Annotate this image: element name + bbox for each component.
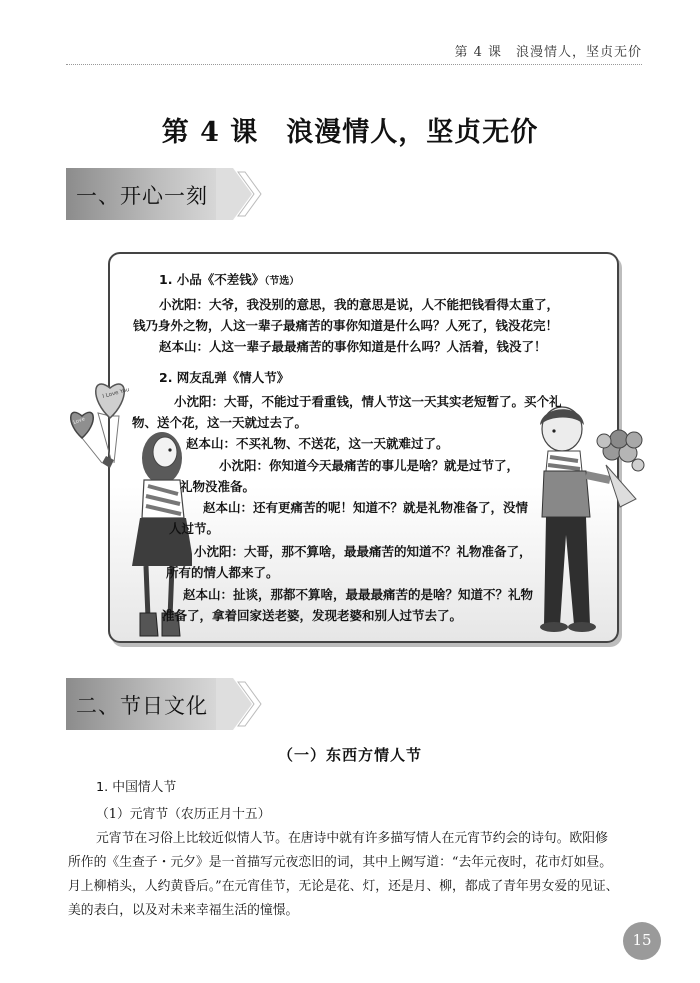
- dialogue-line: 赵本山：扯谈，那都不算啥，最最最痛苦的是啥？知道不？礼物: [183, 587, 534, 602]
- chevron-arrows-icon: [216, 678, 266, 730]
- sketch-title: 2. 网友乱弹《情人节》: [159, 370, 290, 385]
- chevron-arrows-icon: [216, 168, 266, 220]
- paragraph-line: 月上柳梢头，人约黄昏后。”在元宵佳节，无论是花、灯，还是月、柳，都成了青年男女爱的见证、: [68, 879, 619, 894]
- svg-text:Love: Love: [72, 416, 86, 426]
- section-banner-1: [66, 168, 266, 220]
- section-label: 二、节日文化: [76, 694, 208, 718]
- dialogue-line: 赵本山：还有更痛苦的呢！知道不？就是礼物准备了，没情: [203, 500, 529, 515]
- list-subheading: （1）元宵节（农历正月十五）: [96, 807, 271, 822]
- dialogue-line: 礼物没准备。: [180, 479, 256, 494]
- list-heading: 1. 中国情人节: [96, 780, 177, 795]
- girl-with-balloons-illustration: [62, 368, 192, 638]
- dialogue-line: 小沈阳：大哥，那不算啥，最最痛苦的知道不？礼物准备了，: [194, 544, 532, 559]
- section-label: 一、开心一刻: [76, 184, 208, 208]
- dialogue-line: 物、送个花，这一天就过去了。: [132, 415, 308, 430]
- paragraph-line: 所作的《生查子・元夕》是一首描写元夜恋旧的词，其中上阙写道：“去年元夜时，花市灯如昼。: [68, 855, 613, 870]
- dialogue-line: 赵本山：不买礼物、不送花，这一天就难过了。: [186, 436, 449, 451]
- dialogue-line: 赵本山：人这一辈子最最痛苦的事你知道是什么吗？人活着，钱没了！: [159, 339, 547, 354]
- dialogue-line: 所有的情人都来了。: [166, 565, 279, 580]
- header-divider: [66, 64, 642, 65]
- paragraph-line: 元宵节在习俗上比较近似情人节。在唐诗中就有许多描写情人在元宵节约会的诗句。欧阳修: [96, 831, 608, 846]
- sketch-title: 1. 小品《不差钱》（节选）: [159, 272, 300, 287]
- running-header: 第 4 课 浪漫情人，坚贞无价: [454, 45, 642, 60]
- section-banner-2: [66, 678, 266, 730]
- boy-with-flowers-illustration: [520, 405, 650, 635]
- dialogue-line: 小沈阳：大爷，我没别的意思，我的意思是说，人不能把钱看得太重了，: [159, 297, 560, 312]
- subsection-heading: （一）东西方情人节: [277, 746, 422, 764]
- paragraph-line: 美的表白，以及对未来幸福生活的憧憬。: [68, 903, 299, 918]
- dialogue-line: 钱乃身外之物，人这一辈子最痛苦的事你知道是什么吗？人死了，钱没花完！: [133, 318, 559, 333]
- dialogue-line: 准备了，拿着回家送老婆，发现老婆和别人过节去了。: [162, 608, 463, 623]
- dialogue-line: 小沈阳：大哥，不能过于看重钱，情人节这一天其实老短暂了。买个礼: [174, 394, 562, 409]
- dialogue-line: 人过节。: [169, 521, 220, 536]
- svg-text:I Love You: I Love You: [101, 386, 131, 400]
- lesson-title: 第 4 课 浪漫情人，坚贞无价: [161, 117, 539, 148]
- dialogue-line: 小沈阳：你知道今天最痛苦的事儿是啥？就是过节了，: [219, 458, 520, 473]
- page-number: 15: [623, 922, 661, 960]
